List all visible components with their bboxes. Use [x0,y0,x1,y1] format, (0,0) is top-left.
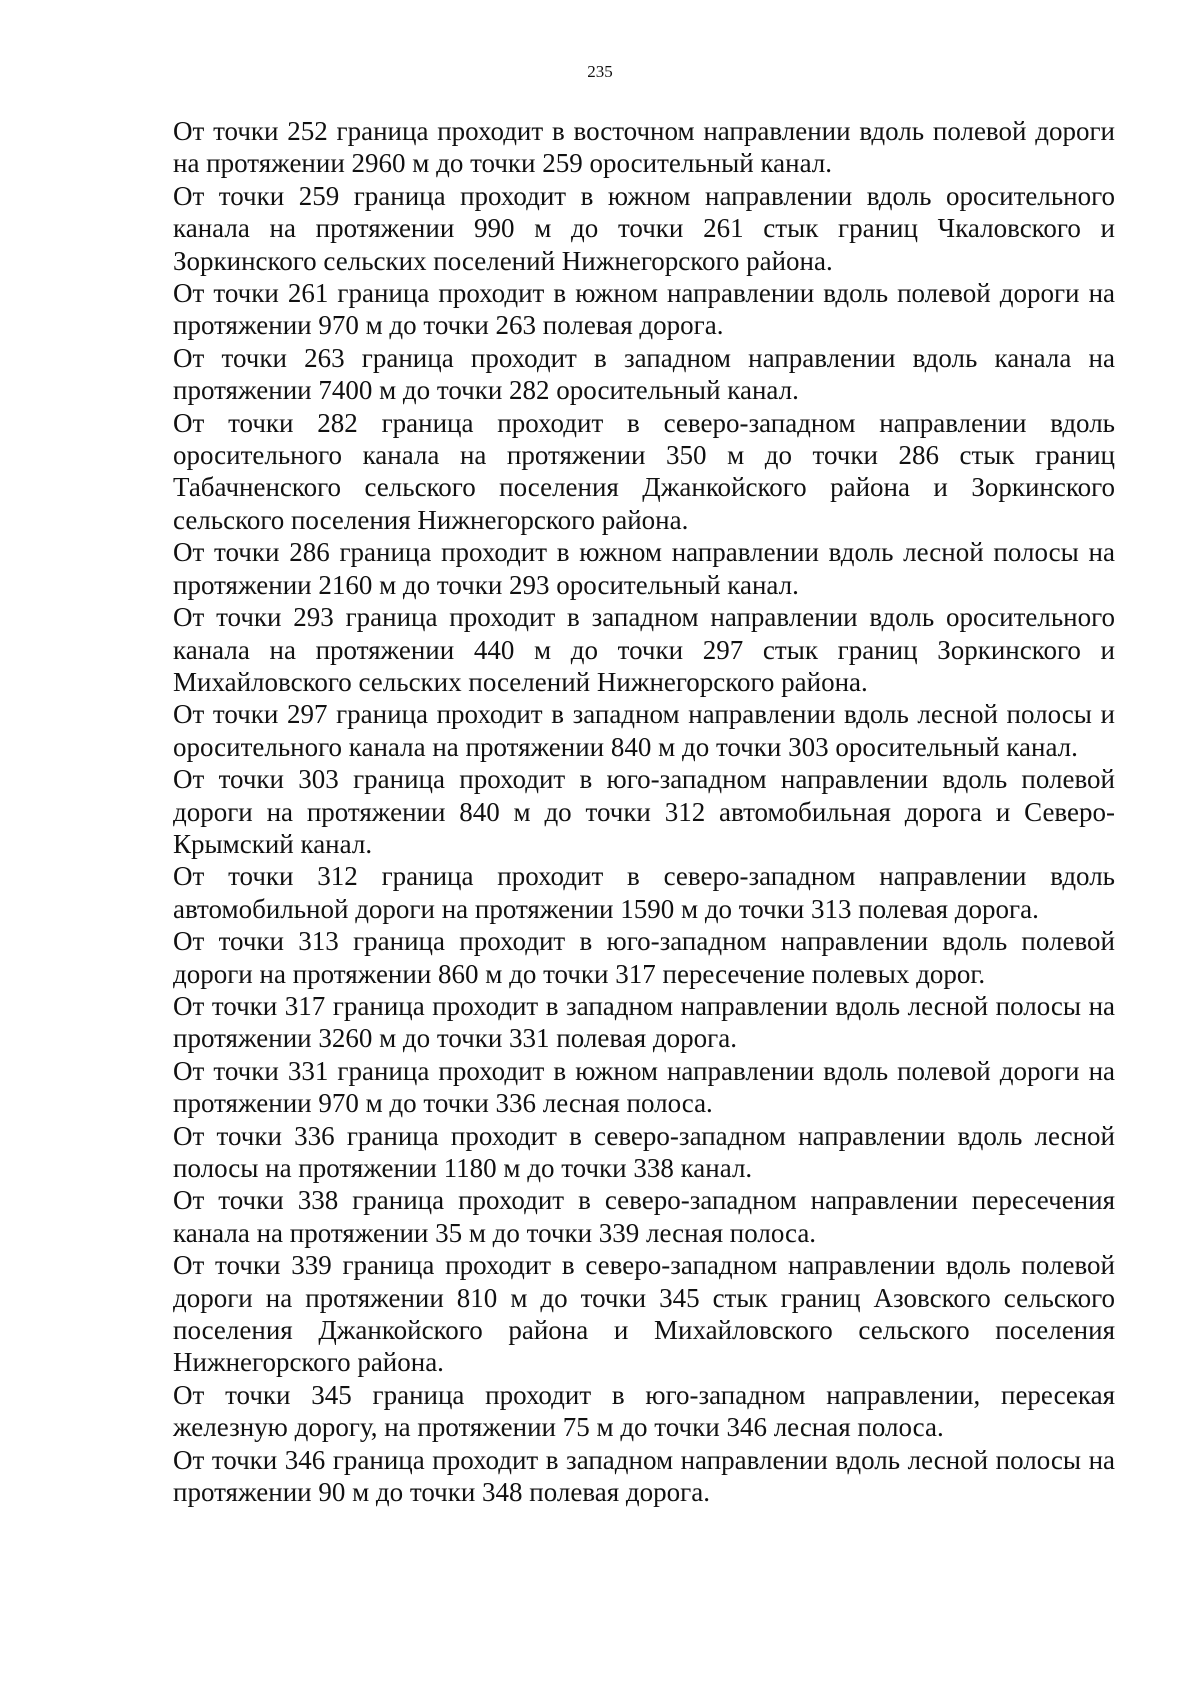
paragraph-17: От точки 345 граница проходит в юго-западном направлении, пересекая железную дорогу, на протяжении 75 м до точки 346 лесная полоса. [173,1379,1115,1443]
paragraph-2: От точки 259 граница проходит в южном направлении вдоль оросительного канала на протяжении 990 м до точки 261 стык границ Чкаловского и Зоркинского сельских поселений Нижнегорского района. [173,180,1115,276]
paragraph-14: От точки 336 граница проходит в северо-западном направлении вдоль лесной полосы на протяжении 1180 м до точки 338 канал. [173,1120,1115,1183]
paragraph-6: От точки 286 граница проходит в южном направлении вдоль лесной полосы на протяжении 2160 м до точки 293 оросительный канал. [173,537,1115,600]
paragraph-10: От точки 312 граница проходит в северо-западном направлении вдоль автомобильной дороги на протяжении 1590 м до точки 313 полевая дорога. [173,861,1115,924]
page-number: 235 [587,62,613,81]
paragraph-9: От точки 303 граница проходит в юго-западном направлении вдоль полевой дороги на протяжении 840 м до точки 312 автомобильная дорога и Северо-Крымский канал. [173,764,1115,859]
paragraph-7: От точки 293 граница проходит в западном направлении вдоль оросительного канала на протяжении 440 м до точки 297 стык границ Зоркинского и Михайловского сельских поселений Нижнегорского района. [173,602,1115,697]
paragraph-16: От точки 339 граница проходит в северо-западном направлении вдоль полевой дороги на протяжении 810 м до точки 345 стык границ Азовского сельского поселения Джанкойского района и Михайловского сельского поселения Нижнегорского района. [173,1250,1115,1378]
paragraph-4: От точки 263 граница проходит в западном направлении вдоль канала на протяжении 7400 м до точки 282 оросительный канал. [173,342,1115,406]
paragraph-1: От точки 252 граница проходит в восточном направлении вдоль полевой дороги на протяжении 2960 м до точки 259 оросительный канал. [173,116,1115,179]
paragraph-12: От точки 317 граница проходит в западном направлении вдоль лесной полосы на протяжении 3260 м до точки 331 полевая дорога. [173,990,1115,1054]
paragraph-18: От точки 346 граница проходит в западном направлении вдоль лесной полосы на протяжении 90 м до точки 348 полевая дорога. [173,1444,1115,1508]
document-body [173,115,1115,1508]
paragraph-3: От точки 261 граница проходит в южном направлении вдоль полевой дороги на протяжении 970 м до точки 263 полевая дорога. [173,278,1115,341]
paragraph-11: От точки 313 граница проходит в юго-западном направлении вдоль полевой дороги на протяжении 860 м до точки 317 пересечение полевых дорог. [173,926,1115,989]
paragraph-15: От точки 338 граница проходит в северо-западном направлении пересечения канала на протяжении 35 м до точки 339 лесная полоса. [173,1185,1115,1248]
paragraph-13: От точки 331 граница проходит в южном направлении вдоль полевой дороги на протяжении 970 м до точки 336 лесная полоса. [173,1055,1115,1119]
paragraph-5: От точки 282 граница проходит в северо-западном направлении вдоль оросительного канала на протяжении 350 м до точки 286 стык границ Табачненского сельского поселения Джанкойского района и Зоркинского сельского поселения Нижнегорского района. [173,407,1115,535]
paragraph-8: От точки 297 граница проходит в западном направлении вдоль лесной полосы и оросительного канала на протяжении 840 м до точки 303 оросительный канал. [173,699,1115,762]
